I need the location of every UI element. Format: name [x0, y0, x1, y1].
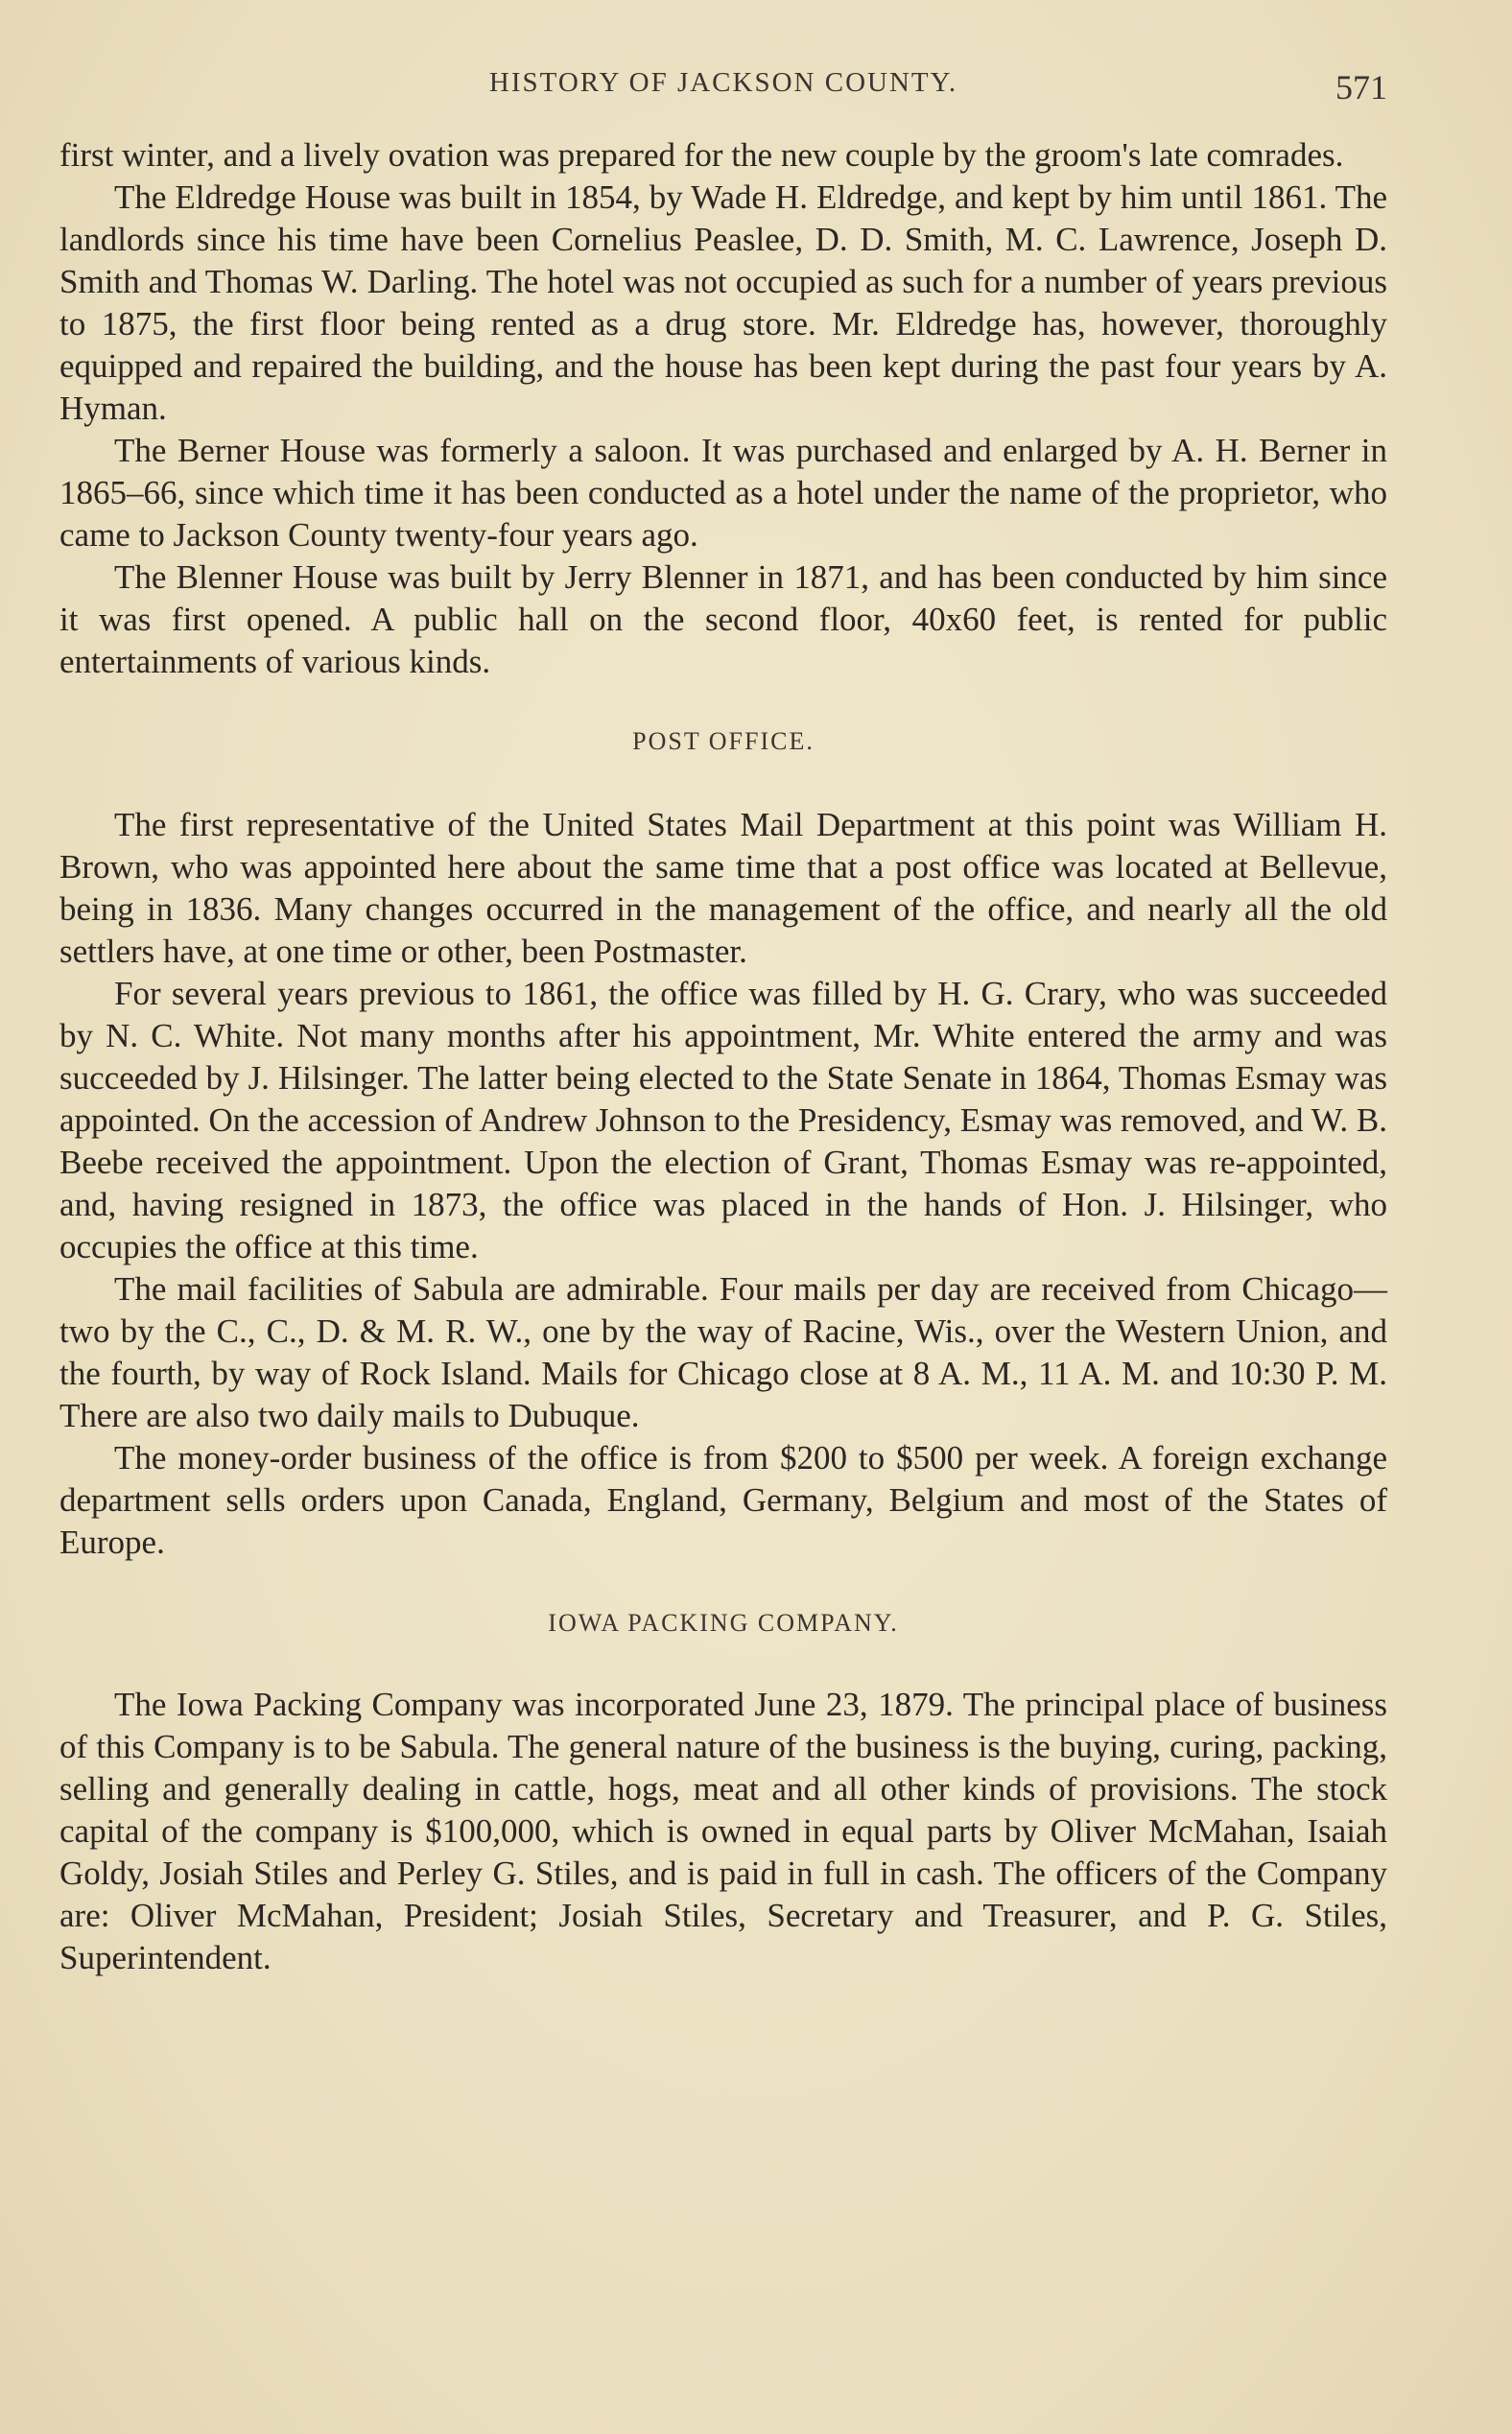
paragraph-first-postmaster: The first representative of the United States Mail Department at this point was William H. Brown, who was appointed here about the same time that a post office was located at Bellevue, being in 1836. Many changes occurred in the management of the office, and nearly all the old settlers have, at one time or other, been Postmaster. [59, 806, 1387, 970]
section-heading-iowa-packing: IOWA PACKING COMPANY. [548, 1609, 899, 1637]
section-heading-post-office: POST OFFICE. [632, 727, 815, 755]
paragraph-blenner-house: The Blenner House was built by Jerry Blenner in 1871, and has been conducted by him since it was first opened. A public hall on the second floor, 40x60 feet, is rented for public entertainments of various kinds. [59, 558, 1387, 680]
paragraph-iowa-packing-company: The Iowa Packing Company was incorporated June 23, 1879. The principal place of business of this Company is to be Sabula. The general nature of the business is the buying, curing, packing, selling and generally dealing in cattle, hogs, meat and all other kinds of provisions. The stock capital of the company is $100,000, which is owned in equal parts by Oliver McMahan, Isaiah Goldy, Josiah Stiles and Perley G. Stiles, and is paid in full in cash. The officers of the Company are: Oliver McMahan, President; Josiah Stiles, Secretary and Treasurer, and P. G. Stiles, Superintendent. [59, 1686, 1387, 1976]
page-header [59, 67, 1387, 115]
page-number: 571 [1335, 68, 1387, 106]
paragraph-wedding-continuation: first winter, and a lively ovation was prepared for the new couple by the groom's late comrades. [59, 136, 1344, 174]
paragraph-postmaster-succession: For several years previous to 1861, the office was filled by H. G. Crary, who was succeeded by N. C. White. Not many months after his appointment, Mr. White entered the army and was succeeded by J. Hilsinger. The latter being elected to the State Senate in 1864, Thomas Esmay was appointed. On the accession of Andrew Johnson to the Presidency, Esmay was removed, and W. B. Beebe received the appointment. Upon the election of Grant, Thomas Esmay was re-appointed, and, having resigned in 1873, the office was placed in the hands of Hon. J. Hilsinger, who occupies the office at this time. [59, 975, 1387, 1265]
paragraph-money-order: The money-order business of the office is from $200 to $500 per week. A foreign exchange department sells orders upon Canada, England, Germany, Belgium and most of the States of Europe. [59, 1439, 1387, 1561]
paragraph-berner-house: The Berner House was formerly a saloon. It was purchased and enlarged by A. H. Berner in 1865–66, since which time it has been conducted as a hotel under the name of the proprietor, who came to Jackson County twenty-four years ago. [59, 432, 1387, 554]
running-head: HISTORY OF JACKSON COUNTY. [488, 67, 958, 98]
page-body [59, 134, 1387, 1979]
paragraph-eldredge-house: The Eldredge House was built in 1854, by Wade H. Eldredge, and kept by him until 1861. The landlords since his time have been Cornelius Peaslee, D. D. Smith, M. C. Lawrence, Joseph D. Smith and Thomas W. Darling. The hotel was not occupied as such for a number of years previous to 1875, the first floor being rented as a drug store. Mr. Eldredge has, however, thoroughly equipped and repaired the building, and the house has been kept during the past four years by A. Hyman. [59, 178, 1387, 427]
paragraph-mail-facilities: The mail facilities of Sabula are admirable. Four mails per day are received from Chicago—two by the C., C., D. & M. R. W., one by the way of Racine, Wis., over the Western Union, and the fourth, by way of Rock Island. Mails for Chicago close at 8 A. M., 11 A. M. and 10:30 P. M. There are also two daily mails to Dubuque. [59, 1270, 1387, 1434]
